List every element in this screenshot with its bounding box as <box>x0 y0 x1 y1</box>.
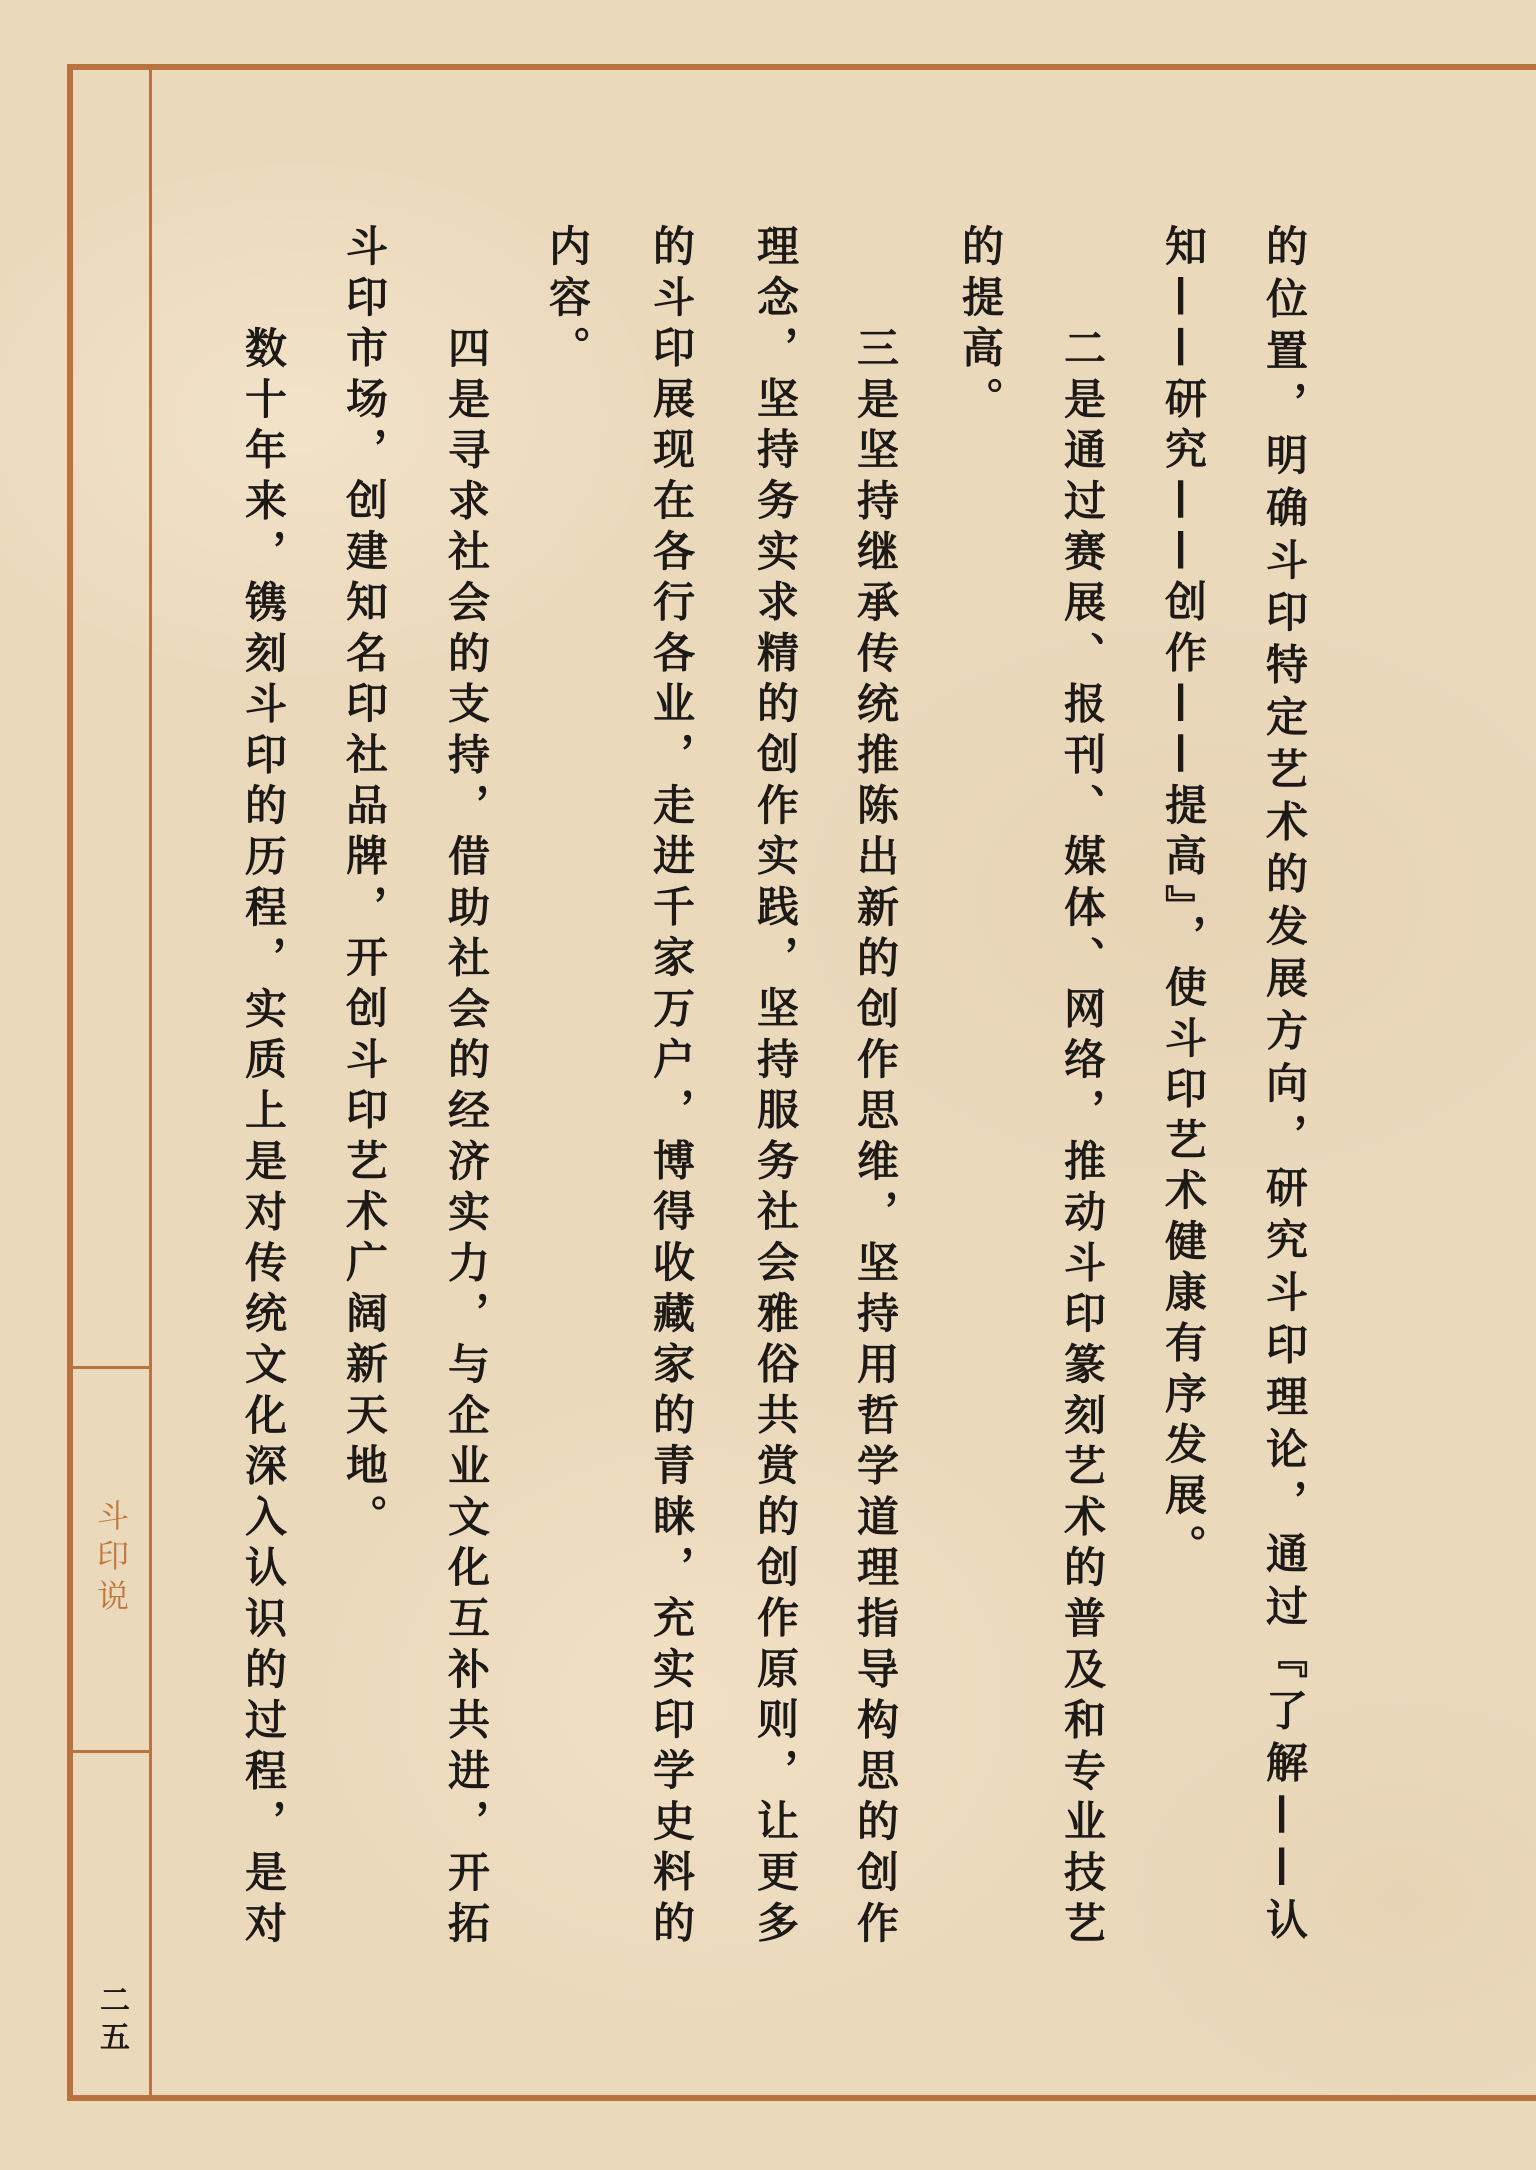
paragraph <box>334 224 496 1984</box>
text-column: 知——研究——创作——提高』，使斗印艺术健康有序发展。 <box>1159 224 1208 1575</box>
paragraph <box>1153 224 1314 1984</box>
page-number: 二五 <box>94 1984 129 2058</box>
text-column: 理念，坚持务实求精的创作实践，坚持服务社会雅俗共赏的创作原则，让更多 <box>751 224 800 1952</box>
text-column: 的提高。 <box>956 224 1005 428</box>
text-column: 四是寻求社会的支持，借助社会的经济实力，与企业文化互补共进，开拓 <box>442 326 491 1952</box>
text-column: 数十年来，镌刻斗印的历程，实质上是对传统文化深入认识的过程，是对 <box>239 326 288 1952</box>
paragraph <box>537 224 905 1984</box>
text-column: 斗印市场，创建知名印社品牌，开创斗印艺术广阔新天地。 <box>340 224 389 1545</box>
text-column: 的斗印展现在各行各业，走进千家万户，博得收藏家的青睐，充实印学史料的 <box>647 224 696 1952</box>
text-column: 内容。 <box>543 224 592 377</box>
paragraph <box>950 224 1112 1984</box>
text-column: 三是坚持继承传统推陈出新的创作思维，坚持用哲学道理指导构思的创作 <box>851 326 900 1952</box>
book-title: 斗印说 <box>92 1499 130 1619</box>
paragraph <box>233 224 293 1984</box>
text-column: 的位置，明确斗印特定艺术的发展方向，研究斗印理论，通过『了解——认 <box>1260 224 1309 1950</box>
text-column: 二是通过赛展、报刊、媒体、网络，推动斗印篆刻艺术的普及和专业技艺 <box>1058 326 1107 1952</box>
